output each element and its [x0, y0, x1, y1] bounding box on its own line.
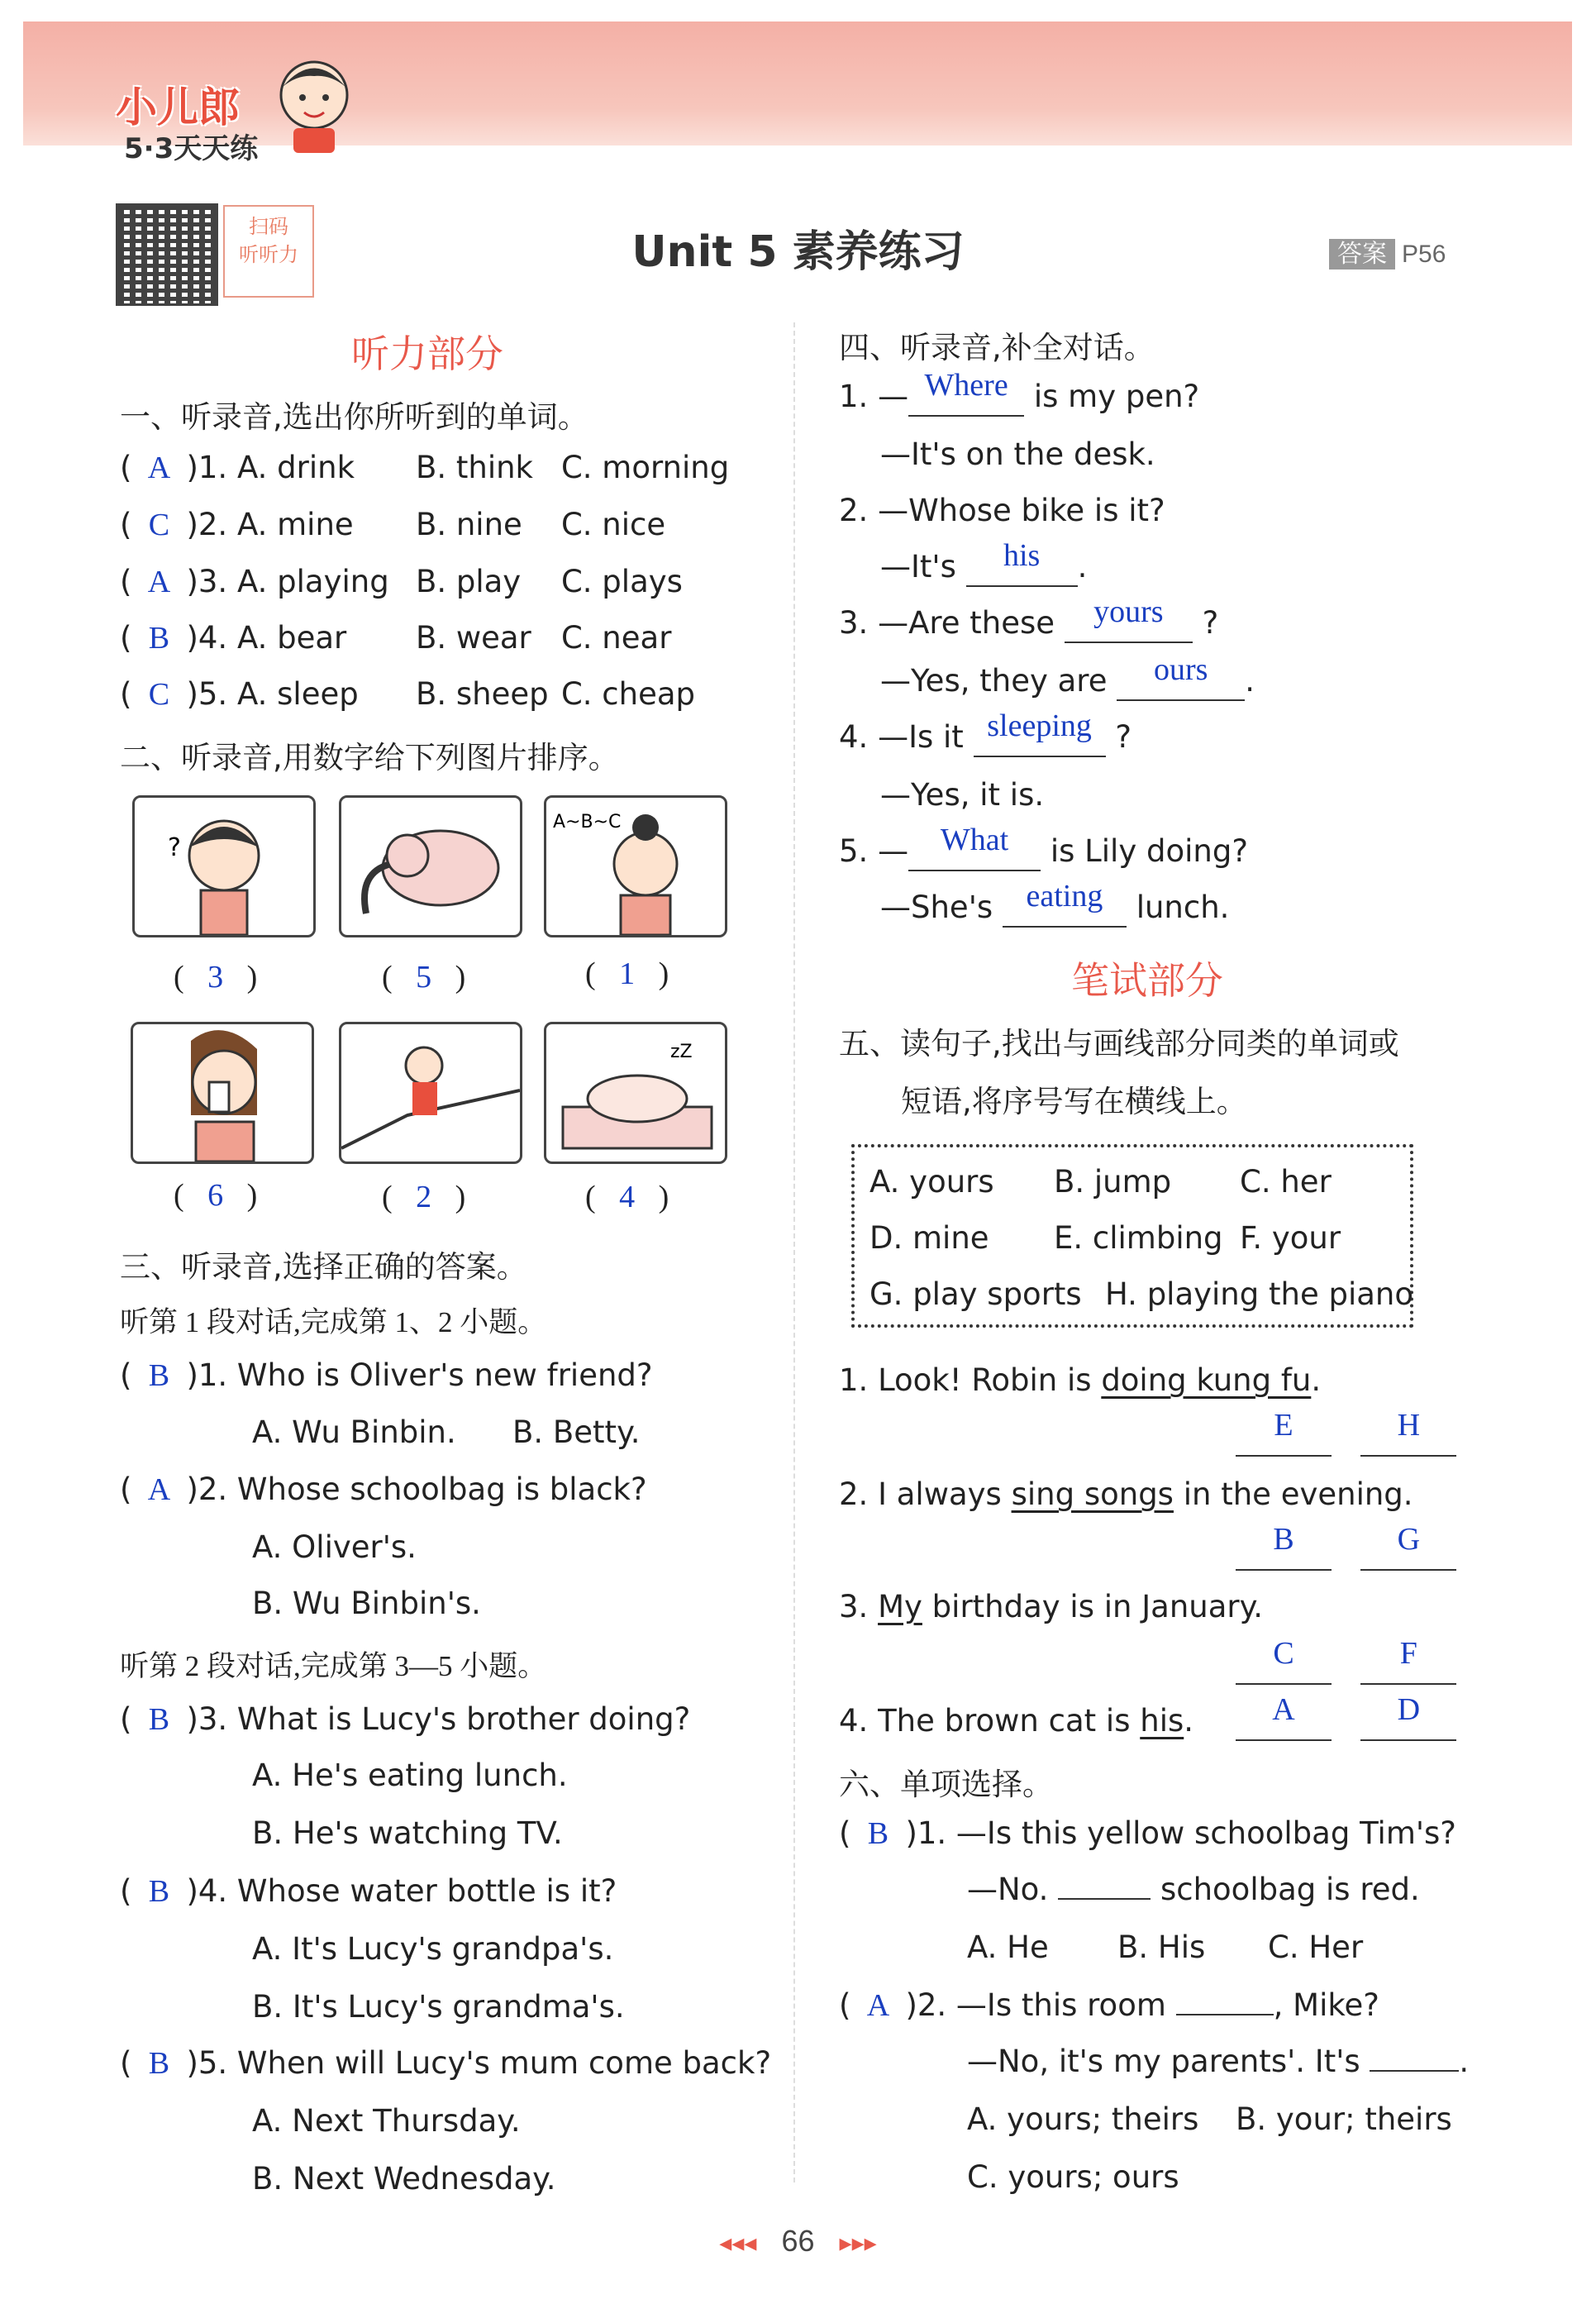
- option-a: A. playing: [236, 564, 389, 599]
- next-arrows-icon: ▸▸▸: [839, 2230, 877, 2257]
- options-row: [869, 1276, 1413, 1312]
- option-c: C. plays: [560, 564, 683, 599]
- brand-subtitle: 5·3天天练: [124, 132, 259, 165]
- part3-item: ( B )5. When will Lucy's mum come back?: [120, 2045, 772, 2081]
- d4-reply: —Yes, it is.: [880, 777, 1045, 813]
- part1-answer: B: [148, 621, 170, 656]
- part2-heading: 二、听录音,用数字给下列图片排序。: [120, 740, 619, 775]
- option-e: E. climbing: [1054, 1220, 1223, 1256]
- d1-answer: Where: [924, 368, 1008, 403]
- answer-value: H: [1397, 1408, 1421, 1443]
- part3-answer: A: [147, 1472, 171, 1507]
- option-b: B. think: [415, 450, 533, 485]
- part3-item: ( B )4. Whose water bottle is it?: [120, 1873, 617, 1909]
- dialogue-3-reply: [880, 652, 1255, 701]
- part3-answer: B: [148, 1702, 170, 1737]
- part6-q2: ( A )2. —Is this room , Mike?: [839, 1987, 1379, 2023]
- answer-page-tag: [1329, 233, 1446, 270]
- dialogue-5-reply: [880, 879, 1230, 928]
- options-row: [869, 1220, 1341, 1256]
- part1-answer: A: [147, 565, 171, 599]
- option-a: A. yours: [869, 1164, 994, 1200]
- dialogue-1: [839, 368, 1200, 417]
- picture-girl-climbing: [339, 1022, 522, 1164]
- q1-l2a: —No.: [967, 1872, 1049, 1907]
- option-c: C. morning: [560, 450, 730, 485]
- column-divider: [793, 322, 795, 2182]
- option-b: B. Next Wednesday.: [252, 2161, 556, 2197]
- picture-answer: 2: [416, 1180, 432, 1214]
- option-f: F. your: [1240, 1220, 1341, 1256]
- option-b: B. your; theirs: [1236, 2101, 1452, 2137]
- picture-elephant: [339, 795, 522, 937]
- picture-answer: 6: [207, 1178, 224, 1213]
- answer-blank[interactable]: [1360, 1636, 1456, 1685]
- option-h: H. playing the piano: [1105, 1276, 1414, 1312]
- item-number: )5.: [186, 676, 228, 712]
- item-post: birthday is in January.: [931, 1589, 1263, 1624]
- part1-answer: A: [147, 451, 171, 485]
- page-number: 66: [781, 2224, 815, 2258]
- dialogue-3: [839, 594, 1219, 643]
- answer-value: B: [1273, 1522, 1294, 1557]
- q2-answer: A: [866, 1988, 890, 2023]
- answer-blank[interactable]: [1236, 1692, 1332, 1741]
- d4-pre: 4. —Is it: [839, 719, 964, 755]
- part6-q1-line2: [967, 1872, 1420, 1907]
- part6-heading: 六、单项选择。: [839, 1767, 1053, 1802]
- option-b: B. Betty.: [512, 1414, 641, 1450]
- d3-post2: .: [1245, 663, 1255, 699]
- d3-answer: yours: [1093, 594, 1164, 629]
- answer-value: A: [1272, 1692, 1295, 1727]
- answer-blank[interactable]: [1360, 1522, 1456, 1571]
- part3-options: [252, 1414, 640, 1450]
- part3-intro1: 听第 1 段对话,完成第 1、2 小题。: [120, 1306, 547, 1338]
- part5-heading-2: 短语,将序号写在横线上。: [901, 1084, 1247, 1119]
- part5-item-4: [839, 1703, 1193, 1739]
- answer-value: F: [1399, 1636, 1417, 1671]
- item-underlined: his: [1140, 1703, 1184, 1739]
- part3-answer: B: [148, 2046, 170, 2081]
- d1-blank[interactable]: [908, 368, 1024, 417]
- question-text: )2. Whose schoolbag is black?: [186, 1472, 647, 1507]
- item-pre: 3.: [839, 1589, 869, 1624]
- d4-post: ?: [1115, 719, 1131, 755]
- d2-pre: —It's: [880, 549, 956, 584]
- d4-answer: sleeping: [987, 708, 1092, 743]
- option-c: C. her: [1240, 1164, 1332, 1200]
- answer-value: C: [1273, 1636, 1294, 1671]
- q1-answer: B: [867, 1816, 889, 1851]
- part1-answer: C: [148, 677, 170, 712]
- answer-blank[interactable]: [1236, 1636, 1332, 1685]
- page-title: Unit 5 素养练习: [631, 227, 965, 277]
- mascot-icon: [273, 50, 355, 157]
- picture-girl-drinking: [131, 1022, 314, 1164]
- part3-intro2: 听第 2 段对话,完成第 3—5 小题。: [120, 1650, 547, 1682]
- option-b: B. sheep: [415, 676, 549, 712]
- option-a: A. He's eating lunch.: [252, 1758, 568, 1793]
- option-a: A. Next Thursday.: [252, 2103, 521, 2139]
- part5-item-3: [839, 1589, 1263, 1624]
- picture-answer: 1: [619, 956, 636, 991]
- option-a: A. bear: [236, 620, 347, 656]
- d3-blank[interactable]: [1065, 594, 1193, 643]
- part1-item: ( C )5. A. sleep B. sheep C. cheap: [120, 676, 696, 712]
- item-post: .: [1311, 1362, 1322, 1398]
- dialogue-4: [839, 708, 1131, 757]
- part3-item: ( B )1. Who is Oliver's new friend?: [120, 1357, 653, 1393]
- writing-section-title: 笔试部分: [1071, 958, 1223, 1003]
- d1-pre: 1. —: [839, 379, 909, 414]
- option-b: B. wear: [415, 620, 531, 656]
- item-number: )1.: [186, 450, 228, 485]
- picture-boy-thinking: [132, 795, 316, 937]
- picture-order-5: ( 2 ): [382, 1180, 466, 1214]
- picture-answer: 5: [416, 960, 432, 995]
- item-number: )2.: [186, 507, 228, 542]
- part6-q2-options: [967, 2101, 1452, 2137]
- dialogue-5: [839, 823, 1248, 871]
- item-post: in the evening.: [1183, 1476, 1413, 1512]
- part5-answers-3: [1236, 1636, 1456, 1685]
- picture-order-4: ( 6 ): [174, 1178, 258, 1213]
- q2-post: , Mike?: [1273, 1987, 1379, 2023]
- qr-tag-line2: 听听力: [239, 244, 298, 266]
- part1-heading: 一、听录音,选出你所听到的单词。: [120, 399, 588, 435]
- listening-section-title: 听力部分: [351, 332, 503, 376]
- part4-heading: 四、听录音,补全对话。: [839, 330, 1155, 365]
- svg-text:zZ: zZ: [670, 1042, 693, 1062]
- option-b: B. It's Lucy's grandma's.: [252, 1989, 625, 2025]
- part3-heading: 三、听录音,选择正确的答案。: [120, 1249, 527, 1285]
- option-a: A. It's Lucy's grandpa's.: [252, 1931, 614, 1967]
- part3-item: ( B )3. What is Lucy's brother doing?: [120, 1701, 691, 1737]
- part6-q2-line2: [967, 2044, 1469, 2079]
- answer-blank[interactable]: [1360, 1692, 1456, 1741]
- part1-item: ( A )1. A. drink B. think C. morning: [120, 450, 730, 485]
- part3-item: ( A )2. Whose schoolbag is black?: [120, 1472, 647, 1507]
- part3-answer: B: [148, 1874, 170, 1909]
- part5-answers-2: [1236, 1522, 1456, 1571]
- picture-order-6: ( 4 ): [585, 1180, 669, 1214]
- option-c: C. Her: [1268, 1929, 1364, 1965]
- d5-post: is Lily doing?: [1050, 833, 1248, 869]
- option-a: A. sleep: [236, 676, 359, 712]
- part5-item-2: [839, 1476, 1413, 1512]
- question-text: )1. Who is Oliver's new friend?: [186, 1357, 653, 1393]
- item-underlined: doing kung fu: [1101, 1362, 1312, 1398]
- d2-answer: his: [1003, 538, 1041, 573]
- answer-blank[interactable]: [1236, 1408, 1332, 1457]
- option-g: G. play sports: [869, 1276, 1082, 1312]
- option-b: B. Wu Binbin's.: [252, 1586, 481, 1621]
- d3-answer2: ours: [1154, 652, 1208, 687]
- question-text: )4. Whose water bottle is it?: [186, 1873, 617, 1909]
- options-row: [869, 1164, 1332, 1200]
- d5-blank2[interactable]: [1003, 879, 1127, 928]
- d5-pre: 5. —: [839, 833, 909, 869]
- item-number: )4.: [186, 620, 228, 656]
- option-c: C. cheap: [560, 676, 696, 712]
- option-b: B. He's watching TV.: [252, 1815, 563, 1851]
- d3-pre2: —Yes, they are: [880, 663, 1108, 699]
- option-b: B. His: [1117, 1929, 1206, 1965]
- picture-order-3: ( 1 ): [585, 956, 669, 991]
- d2-question: 2. —Whose bike is it?: [839, 493, 1165, 528]
- q1-l2b: schoolbag is red.: [1160, 1872, 1420, 1907]
- d2-post: .: [1077, 549, 1088, 584]
- option-d: D. mine: [869, 1220, 989, 1256]
- item-underlined: sing songs: [1011, 1476, 1174, 1512]
- option-a: A. drink: [236, 450, 355, 485]
- option-a: A. mine: [236, 507, 354, 542]
- picture-answer: 4: [619, 1180, 636, 1214]
- d5-pre2: —She's: [880, 890, 993, 925]
- option-a: A. Wu Binbin.: [252, 1414, 456, 1450]
- answer-label: 答案: [1329, 239, 1395, 270]
- d3-pre: 3. —Are these: [839, 605, 1055, 641]
- d5-answer: What: [940, 823, 1009, 857]
- answer-value: E: [1274, 1408, 1293, 1443]
- dialogue-2: [880, 538, 1088, 587]
- option-a: A. He: [967, 1929, 1049, 1965]
- qr-tag-line1: 扫码: [249, 216, 288, 238]
- option-b: B. nine: [415, 507, 522, 542]
- part1-answer: C: [148, 508, 170, 542]
- option-a: A. yours; theirs: [967, 2101, 1199, 2137]
- d2-blank[interactable]: [966, 538, 1078, 587]
- option-b: B. jump: [1054, 1164, 1172, 1200]
- q2-l2a: —No, it's my parents'. It's: [967, 2044, 1360, 2079]
- d3-blank2[interactable]: [1117, 652, 1245, 701]
- q2-blank[interactable]: [1176, 1987, 1274, 2015]
- option-b: B. play: [415, 564, 522, 599]
- q2-l2b: .: [1459, 2044, 1470, 2079]
- q2-blank2[interactable]: [1370, 2044, 1459, 2072]
- item-number: )3.: [186, 564, 228, 599]
- item-underlined: My: [878, 1589, 922, 1624]
- part1-item: ( C )2. A. mine B. nine C. nice: [120, 507, 666, 542]
- svg-text:A~B~C: A~B~C: [553, 812, 622, 832]
- part6-q1: ( B )1. —Is this yellow schoolbag Tim's?: [839, 1815, 1456, 1851]
- part5-item-1: [839, 1362, 1321, 1398]
- item-post: .: [1184, 1703, 1194, 1739]
- page-footer: [0, 2224, 1596, 2259]
- picture-order-1: ( 3 ): [174, 960, 258, 995]
- picture-cat-sleeping: [544, 1022, 727, 1164]
- d5-post2: lunch.: [1136, 890, 1230, 925]
- picture-order-2: ( 5 ): [382, 960, 466, 995]
- question-text: )5. When will Lucy's mum come back?: [186, 2045, 772, 2081]
- part5-answers-1: [1236, 1408, 1456, 1457]
- d1-post: is my pen?: [1033, 379, 1200, 414]
- q1-text: )1. —Is this yellow schoolbag Tim's?: [905, 1815, 1456, 1851]
- part5-heading: 五、读句子,找出与画线部分同类的单词或: [839, 1026, 1399, 1061]
- part1-item: ( B )4. A. bear B. wear C. near: [120, 620, 672, 656]
- picture-girl-singing: [544, 795, 727, 937]
- d5-blank[interactable]: [908, 823, 1041, 871]
- part3-answer: B: [148, 1358, 170, 1393]
- d4-blank[interactable]: [974, 708, 1106, 757]
- prev-arrows-icon: ◂◂◂: [719, 2230, 757, 2257]
- answer-page: P56: [1402, 241, 1446, 268]
- part6-q1-options: [967, 1929, 1363, 1965]
- option-c: C. yours; ours: [967, 2159, 1179, 2195]
- answer-value: D: [1397, 1692, 1421, 1727]
- q2-text: )2. —Is this room: [905, 1987, 1166, 2023]
- item-pre: 4. The brown cat is: [839, 1703, 1131, 1739]
- svg-text:?: ?: [168, 833, 181, 862]
- option-a: A. Oliver's.: [252, 1529, 417, 1565]
- part5-answers-4: [1236, 1692, 1456, 1741]
- item-pre: 1. Look! Robin is: [839, 1362, 1092, 1398]
- option-c: C. nice: [560, 507, 666, 542]
- answer-blank[interactable]: [1360, 1408, 1456, 1457]
- option-c: C. near: [560, 620, 672, 656]
- answer-blank[interactable]: [1236, 1522, 1332, 1571]
- part1-item: ( A )3. A. playing B. play C. plays: [120, 564, 683, 599]
- picture-answer: 3: [207, 960, 224, 995]
- question-text: )3. What is Lucy's brother doing?: [186, 1701, 691, 1737]
- d1-reply: —It's on the desk.: [880, 436, 1155, 472]
- item-pre: 2. I always: [839, 1476, 1002, 1512]
- d5-answer2: eating: [1026, 879, 1103, 913]
- q1-blank[interactable]: [1058, 1872, 1151, 1900]
- answer-value: G: [1397, 1522, 1421, 1557]
- brand-logo: 小儿郎: [116, 83, 240, 131]
- d3-post: ?: [1202, 605, 1219, 641]
